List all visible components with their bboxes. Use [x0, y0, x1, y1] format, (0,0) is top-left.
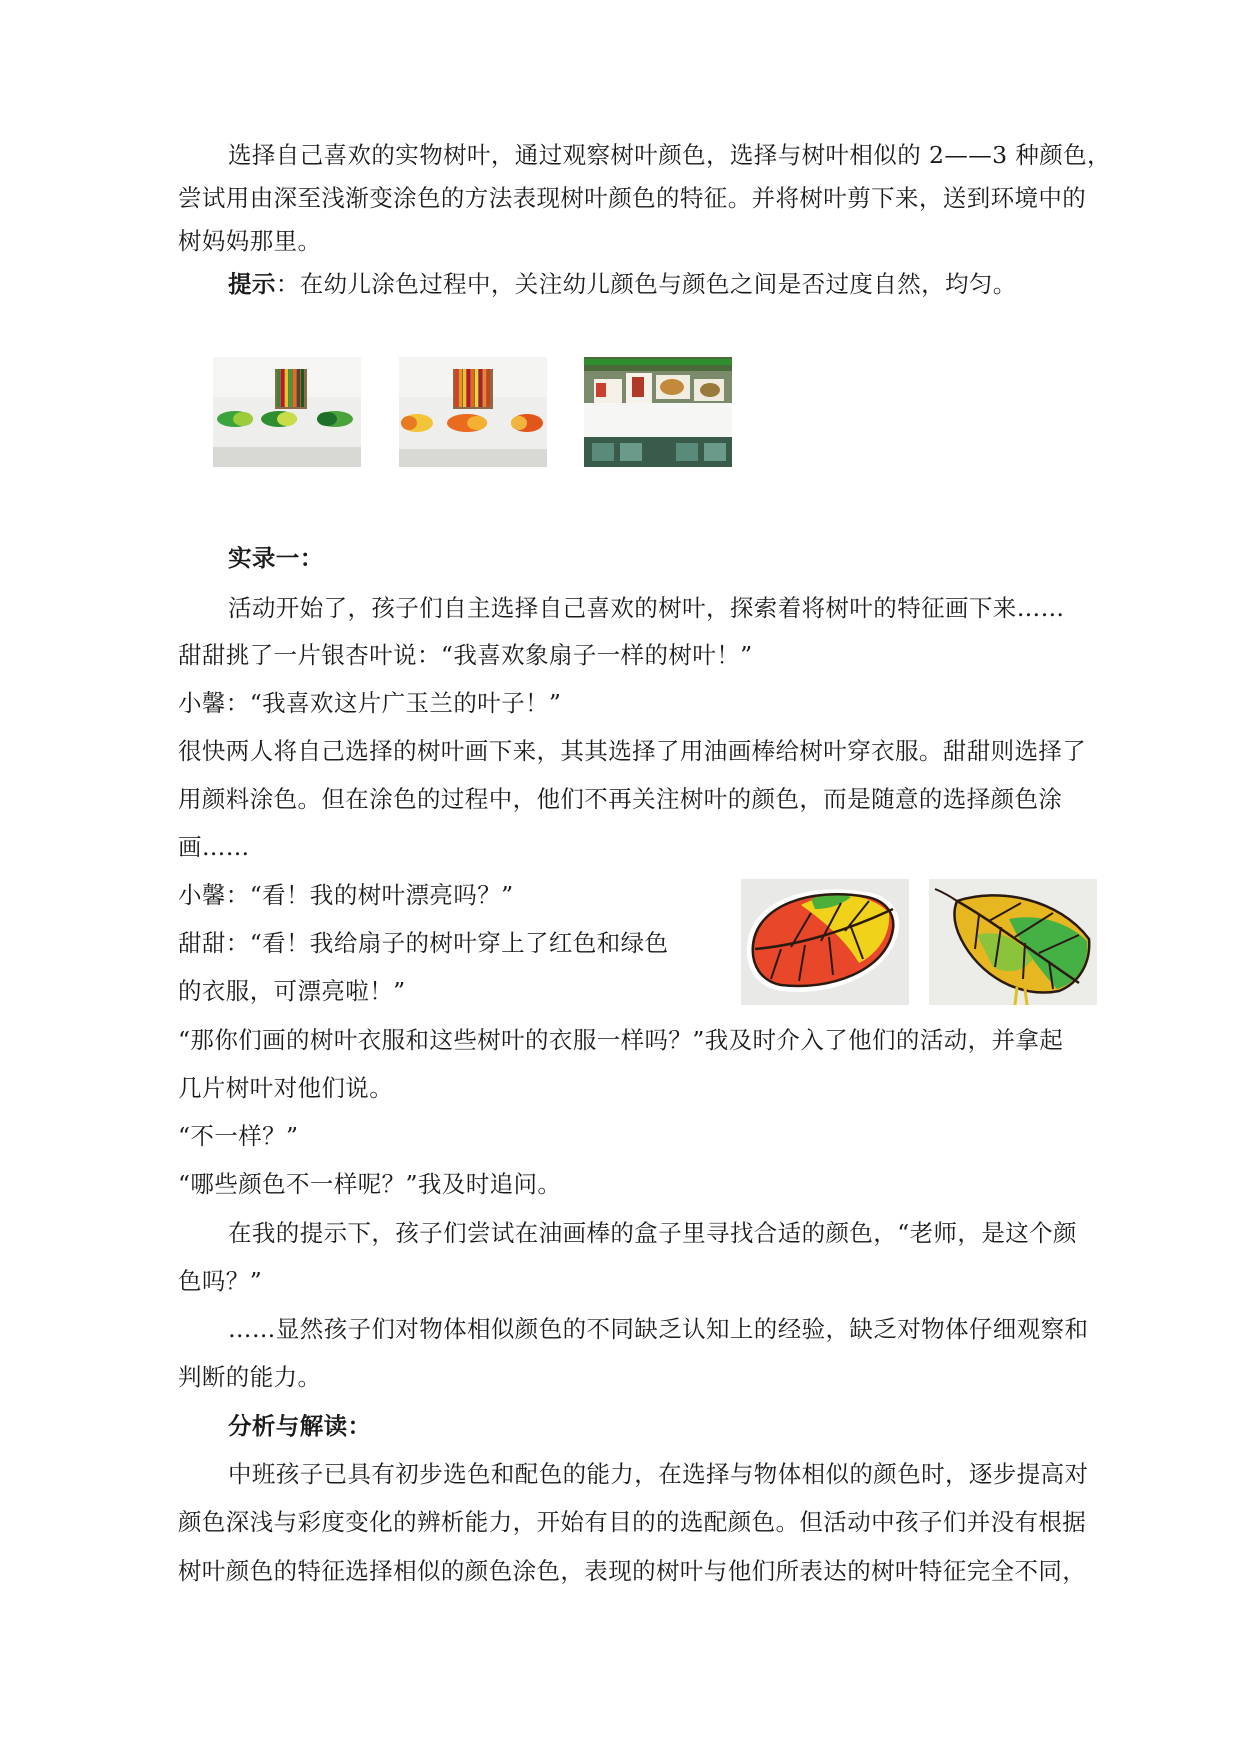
- record-line-8: 甜甜：“看！我给扇子的树叶穿上了红色和绿色: [178, 929, 669, 957]
- yellow-green-leaf-drawing-photo: [929, 879, 1097, 1005]
- record-line-2: 甜甜挑了一片银杏叶说：“我喜欢象扇子一样的树叶！”: [178, 641, 753, 669]
- record-title: 实录一：: [228, 544, 324, 572]
- record-line-10: “那你们画的树叶衣服和这些树叶的衣服一样吗？”我及时介入了他们的活动，并拿起: [178, 1026, 1064, 1054]
- green-crayon-gradient-photo: [213, 357, 361, 467]
- record-line-17: 判断的能力。: [178, 1363, 322, 1391]
- record-line-1: 活动开始了，孩子们自主选择自己喜欢的树叶，探索着将树叶的特征画下来……: [228, 594, 1065, 622]
- record-line-3: 小馨：“我喜欢这片广玉兰的叶子！”: [178, 689, 562, 717]
- tip-line: [228, 269, 1017, 299]
- record-line-6: 画……: [178, 833, 250, 861]
- intro-line-1: 选择自己喜欢的实物树叶，通过观察树叶颜色，选择与树叶相似的 2——3 种颜色，: [228, 141, 1111, 169]
- record-line-14: 在我的提示下，孩子们尝试在油画棒的盒子里寻找合适的颜色，“老师，是这个颜: [228, 1219, 1077, 1247]
- analysis-title: 分析与解读：: [228, 1412, 372, 1440]
- record-line-13: “哪些颜色不一样呢？”我及时追问。: [178, 1170, 562, 1198]
- record-line-15: 色吗？”: [178, 1267, 263, 1295]
- orange-crayon-gradient-photo: [399, 357, 547, 467]
- record-line-11: 几片树叶对他们说。: [178, 1074, 394, 1102]
- record-line-5: 用颜料涂色。但在涂色的过程中，他们不再关注树叶的颜色，而是随意的选择颜色涂: [178, 785, 1063, 813]
- intro-line-3: 树妈妈那里。: [178, 227, 322, 255]
- record-line-7: 小馨：“看！我的树叶漂亮吗？”: [178, 881, 514, 909]
- record-line-12: “不一样？”: [178, 1122, 299, 1150]
- analysis-line-3: 树叶颜色的特征选择相似的颜色涂色，表现的树叶与他们所表达的树叶特征完全不同，: [178, 1557, 1087, 1585]
- analysis-line-2: 颜色深浅与彩度变化的辨析能力，开始有目的的选配颜色。但活动中孩子们并没有根据: [178, 1508, 1087, 1536]
- record-line-16: ……显然孩子们对物体相似颜色的不同缺乏认知上的经验，缺乏对物体仔细观察和: [228, 1315, 1089, 1343]
- tip-label: 提示: [228, 270, 276, 298]
- classroom-tree-display-photo: [584, 357, 732, 467]
- analysis-line-1: 中班孩子已具有初步选色和配色的能力，在选择与物体相似的颜色时，逐步提高对: [228, 1460, 1089, 1488]
- record-line-9: 的衣服，可漂亮啦！”: [178, 977, 406, 1005]
- record-line-4: 很快两人将自己选择的树叶画下来，其其选择了用油画棒给树叶穿衣服。甜甜则选择了: [178, 737, 1087, 765]
- intro-line-2: 尝试用由深至浅渐变涂色的方法表现树叶颜色的特征。并将树叶剪下来，送到环境中的: [178, 184, 1087, 212]
- red-yellow-leaf-drawing-photo: [741, 879, 909, 1005]
- tip-text: ：在幼儿涂色过程中，关注幼儿颜色与颜色之间是否过度自然，均匀。: [275, 270, 1017, 298]
